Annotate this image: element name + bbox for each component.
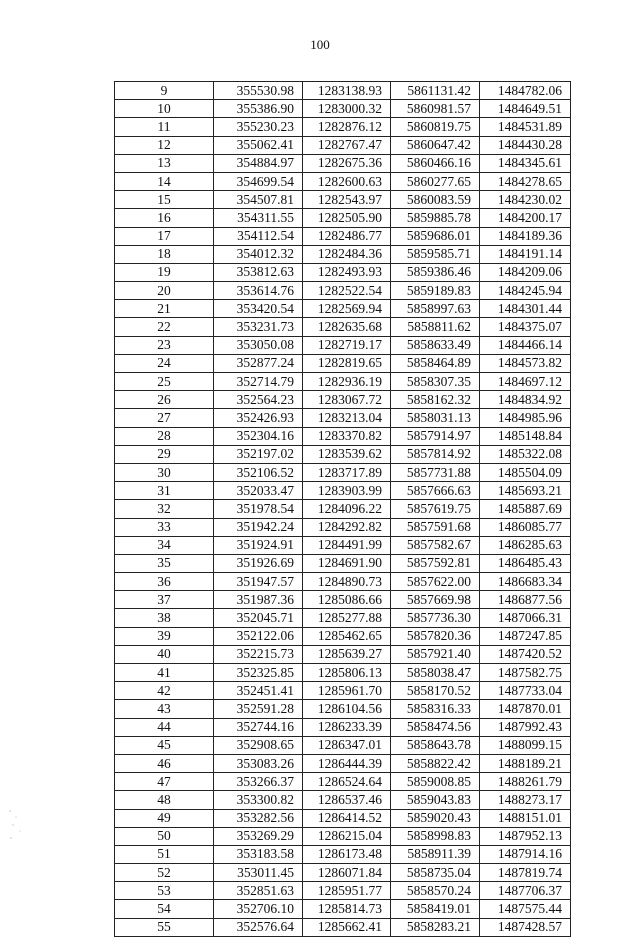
table-row [115, 336, 571, 354]
point-number-cell: 13 [115, 154, 214, 172]
coord-d-cell: 1484531.89 [480, 118, 571, 136]
coord-b-cell: 1285814.73 [303, 900, 391, 918]
coord-a-cell: 353614.76 [214, 282, 303, 300]
coord-b-cell: 1286414.52 [303, 809, 391, 827]
coord-b-cell: 1282675.36 [303, 154, 391, 172]
coord-d-cell: 1484649.51 [480, 100, 571, 118]
point-number-cell: 55 [115, 918, 214, 936]
point-number-cell: 54 [115, 900, 214, 918]
table-row [115, 445, 571, 463]
table-row [115, 536, 571, 554]
coord-c-cell: 5857622.00 [391, 573, 480, 591]
table-row [115, 482, 571, 500]
point-number-cell: 27 [115, 409, 214, 427]
coord-d-cell: 1484278.65 [480, 172, 571, 190]
coord-c-cell: 5859686.01 [391, 227, 480, 245]
coord-c-cell: 5858307.35 [391, 373, 480, 391]
coord-d-cell: 1485322.08 [480, 445, 571, 463]
coord-d-cell: 1487420.52 [480, 645, 571, 663]
coord-b-cell: 1285662.41 [303, 918, 391, 936]
coord-b-cell: 1283213.04 [303, 409, 391, 427]
point-number-cell: 28 [115, 427, 214, 445]
coord-c-cell: 5859043.83 [391, 791, 480, 809]
point-number-cell: 47 [115, 773, 214, 791]
coord-d-cell: 1484245.94 [480, 282, 571, 300]
coord-a-cell: 353420.54 [214, 300, 303, 318]
coord-b-cell: 1285462.65 [303, 627, 391, 645]
coord-b-cell: 1283138.93 [303, 82, 391, 100]
coord-c-cell: 5858811.62 [391, 318, 480, 336]
coord-d-cell: 1484200.17 [480, 209, 571, 227]
point-number-cell: 11 [115, 118, 214, 136]
table-row [115, 573, 571, 591]
coord-b-cell: 1282635.68 [303, 318, 391, 336]
coord-a-cell: 354699.54 [214, 172, 303, 190]
table-row [115, 554, 571, 572]
point-number-cell: 48 [115, 791, 214, 809]
table-row [115, 591, 571, 609]
coord-c-cell: 5858735.04 [391, 864, 480, 882]
coord-a-cell: 354311.55 [214, 209, 303, 227]
coord-c-cell: 5858170.52 [391, 682, 480, 700]
coordinates-table [114, 81, 571, 937]
coord-b-cell: 1282819.65 [303, 354, 391, 372]
point-number-cell: 33 [115, 518, 214, 536]
coord-a-cell: 353231.73 [214, 318, 303, 336]
table-row [115, 809, 571, 827]
coord-b-cell: 1286104.56 [303, 700, 391, 718]
coord-b-cell: 1282719.17 [303, 336, 391, 354]
point-number-cell: 18 [115, 245, 214, 263]
point-number-cell: 38 [115, 609, 214, 627]
table-row [115, 227, 571, 245]
table-row [115, 918, 571, 936]
point-number-cell: 12 [115, 136, 214, 154]
coord-b-cell: 1282484.36 [303, 245, 391, 263]
point-number-cell: 45 [115, 736, 214, 754]
point-number-cell: 30 [115, 463, 214, 481]
table-row [115, 209, 571, 227]
table-row [115, 773, 571, 791]
coord-b-cell: 1282600.63 [303, 172, 391, 190]
coord-b-cell: 1285961.70 [303, 682, 391, 700]
coord-c-cell: 5857582.67 [391, 536, 480, 554]
coord-d-cell: 1487575.44 [480, 900, 571, 918]
coord-c-cell: 5857820.36 [391, 627, 480, 645]
table-row [115, 700, 571, 718]
coord-b-cell: 1286347.01 [303, 736, 391, 754]
coord-c-cell: 5857731.88 [391, 463, 480, 481]
coord-a-cell: 352851.63 [214, 882, 303, 900]
coord-a-cell: 352877.24 [214, 354, 303, 372]
coord-b-cell: 1282876.12 [303, 118, 391, 136]
table-row [115, 409, 571, 427]
coord-d-cell: 1488151.01 [480, 809, 571, 827]
coord-c-cell: 5857666.63 [391, 482, 480, 500]
coord-d-cell: 1488273.17 [480, 791, 571, 809]
coord-d-cell: 1487733.04 [480, 682, 571, 700]
point-number-cell: 51 [115, 845, 214, 863]
table-row [115, 300, 571, 318]
coord-a-cell: 352451.41 [214, 682, 303, 700]
coord-c-cell: 5860083.59 [391, 191, 480, 209]
point-number-cell: 42 [115, 682, 214, 700]
table-row [115, 136, 571, 154]
coord-a-cell: 355530.98 [214, 82, 303, 100]
table-row [115, 682, 571, 700]
point-number-cell: 43 [115, 700, 214, 718]
coord-d-cell: 1486877.56 [480, 591, 571, 609]
coord-c-cell: 5858464.89 [391, 354, 480, 372]
coord-d-cell: 1484430.28 [480, 136, 571, 154]
coord-c-cell: 5860277.65 [391, 172, 480, 190]
coord-b-cell: 1284096.22 [303, 500, 391, 518]
coord-d-cell: 1487428.57 [480, 918, 571, 936]
coord-a-cell: 352197.02 [214, 445, 303, 463]
scan-noise-mark [6, 805, 36, 845]
table-row [115, 754, 571, 772]
table-row [115, 391, 571, 409]
coord-d-cell: 1488261.79 [480, 773, 571, 791]
coord-b-cell: 1284292.82 [303, 518, 391, 536]
coord-a-cell: 355386.90 [214, 100, 303, 118]
coord-b-cell: 1285951.77 [303, 882, 391, 900]
coord-d-cell: 1484697.12 [480, 373, 571, 391]
coord-c-cell: 5859885.78 [391, 209, 480, 227]
coord-d-cell: 1484345.61 [480, 154, 571, 172]
coord-b-cell: 1286173.48 [303, 845, 391, 863]
point-number-cell: 9 [115, 82, 214, 100]
point-number-cell: 21 [115, 300, 214, 318]
coord-a-cell: 352426.93 [214, 409, 303, 427]
coord-a-cell: 355062.41 [214, 136, 303, 154]
coord-b-cell: 1283370.82 [303, 427, 391, 445]
coord-a-cell: 354884.97 [214, 154, 303, 172]
table-row [115, 154, 571, 172]
coord-d-cell: 1484209.06 [480, 263, 571, 281]
coord-a-cell: 354507.81 [214, 191, 303, 209]
table-row [115, 827, 571, 845]
coordinates-table-body [115, 82, 571, 937]
point-number-cell: 39 [115, 627, 214, 645]
coord-c-cell: 5858822.42 [391, 754, 480, 772]
point-number-cell: 25 [115, 373, 214, 391]
coord-b-cell: 1286537.46 [303, 791, 391, 809]
table-row [115, 791, 571, 809]
coord-a-cell: 354012.32 [214, 245, 303, 263]
coord-c-cell: 5857591.68 [391, 518, 480, 536]
coord-c-cell: 5858283.21 [391, 918, 480, 936]
coord-c-cell: 5859008.85 [391, 773, 480, 791]
coord-d-cell: 1485693.21 [480, 482, 571, 500]
coord-d-cell: 1484189.36 [480, 227, 571, 245]
coord-a-cell: 353812.63 [214, 263, 303, 281]
coord-b-cell: 1283717.89 [303, 463, 391, 481]
coord-b-cell: 1282543.97 [303, 191, 391, 209]
coord-c-cell: 5858570.24 [391, 882, 480, 900]
coord-d-cell: 1485504.09 [480, 463, 571, 481]
coord-d-cell: 1484985.96 [480, 409, 571, 427]
coord-c-cell: 5859585.71 [391, 245, 480, 263]
coord-a-cell: 351987.36 [214, 591, 303, 609]
page-number: 100 [310, 37, 330, 52]
point-number-cell: 32 [115, 500, 214, 518]
coord-a-cell: 352122.06 [214, 627, 303, 645]
coord-d-cell: 1487066.31 [480, 609, 571, 627]
coord-d-cell: 1485887.69 [480, 500, 571, 518]
coord-d-cell: 1486683.34 [480, 573, 571, 591]
coord-d-cell: 1484466.14 [480, 336, 571, 354]
coord-c-cell: 5857619.75 [391, 500, 480, 518]
coord-d-cell: 1487992.43 [480, 718, 571, 736]
coord-c-cell: 5858419.01 [391, 900, 480, 918]
point-number-cell: 53 [115, 882, 214, 900]
table-row [115, 463, 571, 481]
coord-a-cell: 352215.73 [214, 645, 303, 663]
coord-c-cell: 5858643.78 [391, 736, 480, 754]
coord-d-cell: 1486285.63 [480, 536, 571, 554]
point-number-cell: 44 [115, 718, 214, 736]
table-row [115, 736, 571, 754]
table-row [115, 263, 571, 281]
coord-c-cell: 5857814.92 [391, 445, 480, 463]
coord-a-cell: 351924.91 [214, 536, 303, 554]
coord-c-cell: 5860981.57 [391, 100, 480, 118]
coord-b-cell: 1286071.84 [303, 864, 391, 882]
coord-c-cell: 5859386.46 [391, 263, 480, 281]
coord-c-cell: 5858316.33 [391, 700, 480, 718]
coord-d-cell: 1488099.15 [480, 736, 571, 754]
coord-c-cell: 5857921.40 [391, 645, 480, 663]
table-row [115, 845, 571, 863]
coord-b-cell: 1283000.32 [303, 100, 391, 118]
point-number-cell: 16 [115, 209, 214, 227]
coord-a-cell: 352576.64 [214, 918, 303, 936]
coord-b-cell: 1285639.27 [303, 645, 391, 663]
coord-a-cell: 352714.79 [214, 373, 303, 391]
point-number-cell: 23 [115, 336, 214, 354]
table-row [115, 100, 571, 118]
coord-c-cell: 5858911.39 [391, 845, 480, 863]
table-row [115, 900, 571, 918]
coord-c-cell: 5861131.42 [391, 82, 480, 100]
point-number-cell: 31 [115, 482, 214, 500]
table-row [115, 718, 571, 736]
coord-d-cell: 1488189.21 [480, 754, 571, 772]
point-number-cell: 29 [115, 445, 214, 463]
coord-c-cell: 5860466.16 [391, 154, 480, 172]
coord-d-cell: 1484782.06 [480, 82, 571, 100]
coord-b-cell: 1285086.66 [303, 591, 391, 609]
table-row [115, 609, 571, 627]
coord-a-cell: 353282.56 [214, 809, 303, 827]
coord-d-cell: 1487914.16 [480, 845, 571, 863]
coord-d-cell: 1484191.14 [480, 245, 571, 263]
coord-d-cell: 1487952.13 [480, 827, 571, 845]
coord-b-cell: 1282505.90 [303, 209, 391, 227]
point-number-cell: 22 [115, 318, 214, 336]
coord-a-cell: 352033.47 [214, 482, 303, 500]
point-number-cell: 20 [115, 282, 214, 300]
coord-a-cell: 352564.23 [214, 391, 303, 409]
point-number-cell: 35 [115, 554, 214, 572]
point-number-cell: 52 [115, 864, 214, 882]
table-row [115, 882, 571, 900]
point-number-cell: 17 [115, 227, 214, 245]
coord-a-cell: 352304.16 [214, 427, 303, 445]
table-row [115, 864, 571, 882]
coord-a-cell: 352908.65 [214, 736, 303, 754]
coord-a-cell: 352106.52 [214, 463, 303, 481]
coord-d-cell: 1485148.84 [480, 427, 571, 445]
point-number-cell: 49 [115, 809, 214, 827]
coord-a-cell: 351947.57 [214, 573, 303, 591]
coord-a-cell: 351926.69 [214, 554, 303, 572]
coord-a-cell: 352706.10 [214, 900, 303, 918]
coord-b-cell: 1282569.94 [303, 300, 391, 318]
coord-b-cell: 1282493.93 [303, 263, 391, 281]
coord-b-cell: 1286444.39 [303, 754, 391, 772]
coord-a-cell: 352325.85 [214, 664, 303, 682]
coord-d-cell: 1487582.75 [480, 664, 571, 682]
coord-b-cell: 1285277.88 [303, 609, 391, 627]
coord-c-cell: 5858031.13 [391, 409, 480, 427]
coord-c-cell: 5857914.97 [391, 427, 480, 445]
coord-c-cell: 5859189.83 [391, 282, 480, 300]
coord-d-cell: 1484573.82 [480, 354, 571, 372]
coord-d-cell: 1484301.44 [480, 300, 571, 318]
coord-a-cell: 352744.16 [214, 718, 303, 736]
coord-c-cell: 5857736.30 [391, 609, 480, 627]
table-row [115, 427, 571, 445]
table-row [115, 118, 571, 136]
point-number-cell: 50 [115, 827, 214, 845]
table-row [115, 500, 571, 518]
coord-a-cell: 353266.37 [214, 773, 303, 791]
coord-b-cell: 1282486.77 [303, 227, 391, 245]
coord-c-cell: 5858474.56 [391, 718, 480, 736]
coord-c-cell: 5860819.75 [391, 118, 480, 136]
coord-d-cell: 1487819.74 [480, 864, 571, 882]
coord-b-cell: 1282936.19 [303, 373, 391, 391]
point-number-cell: 24 [115, 354, 214, 372]
coord-c-cell: 5858998.83 [391, 827, 480, 845]
coord-d-cell: 1487247.85 [480, 627, 571, 645]
coord-c-cell: 5858038.47 [391, 664, 480, 682]
coord-b-cell: 1285806.13 [303, 664, 391, 682]
point-number-cell: 15 [115, 191, 214, 209]
point-number-cell: 19 [115, 263, 214, 281]
coord-a-cell: 353300.82 [214, 791, 303, 809]
coord-c-cell: 5857669.98 [391, 591, 480, 609]
coord-c-cell: 5858633.49 [391, 336, 480, 354]
table-row [115, 354, 571, 372]
coord-b-cell: 1286524.64 [303, 773, 391, 791]
table-row [115, 318, 571, 336]
coord-d-cell: 1486485.43 [480, 554, 571, 572]
coord-d-cell: 1487706.37 [480, 882, 571, 900]
table-row [115, 664, 571, 682]
coord-d-cell: 1487870.01 [480, 700, 571, 718]
coord-a-cell: 353183.58 [214, 845, 303, 863]
point-number-cell: 10 [115, 100, 214, 118]
coord-c-cell: 5858162.32 [391, 391, 480, 409]
table-row [115, 191, 571, 209]
coord-b-cell: 1282522.54 [303, 282, 391, 300]
coord-b-cell: 1283067.72 [303, 391, 391, 409]
coord-d-cell: 1484230.02 [480, 191, 571, 209]
table-row [115, 627, 571, 645]
table-row [115, 245, 571, 263]
table-row [115, 282, 571, 300]
point-number-cell: 40 [115, 645, 214, 663]
coord-a-cell: 353083.26 [214, 754, 303, 772]
coord-b-cell: 1286233.39 [303, 718, 391, 736]
coord-c-cell: 5860647.42 [391, 136, 480, 154]
coord-b-cell: 1283903.99 [303, 482, 391, 500]
coord-a-cell: 352045.71 [214, 609, 303, 627]
coord-a-cell: 354112.54 [214, 227, 303, 245]
point-number-cell: 41 [115, 664, 214, 682]
table-row [115, 645, 571, 663]
coord-a-cell: 352591.28 [214, 700, 303, 718]
coord-b-cell: 1283539.62 [303, 445, 391, 463]
table-row [115, 518, 571, 536]
table-row [115, 82, 571, 100]
coord-b-cell: 1284890.73 [303, 573, 391, 591]
coord-c-cell: 5859020.43 [391, 809, 480, 827]
coord-b-cell: 1284691.90 [303, 554, 391, 572]
coord-a-cell: 353050.08 [214, 336, 303, 354]
point-number-cell: 14 [115, 172, 214, 190]
coord-c-cell: 5857592.81 [391, 554, 480, 572]
table-row [115, 373, 571, 391]
coord-b-cell: 1282767.47 [303, 136, 391, 154]
point-number-cell: 34 [115, 536, 214, 554]
coord-a-cell: 351942.24 [214, 518, 303, 536]
coord-d-cell: 1484834.92 [480, 391, 571, 409]
coord-b-cell: 1286215.04 [303, 827, 391, 845]
coord-c-cell: 5858997.63 [391, 300, 480, 318]
coord-a-cell: 355230.23 [214, 118, 303, 136]
coord-d-cell: 1484375.07 [480, 318, 571, 336]
point-number-cell: 46 [115, 754, 214, 772]
point-number-cell: 26 [115, 391, 214, 409]
coord-b-cell: 1284491.99 [303, 536, 391, 554]
point-number-cell: 36 [115, 573, 214, 591]
point-number-cell: 37 [115, 591, 214, 609]
coord-a-cell: 353011.45 [214, 864, 303, 882]
coord-d-cell: 1486085.77 [480, 518, 571, 536]
coord-a-cell: 351978.54 [214, 500, 303, 518]
coord-a-cell: 353269.29 [214, 827, 303, 845]
table-row [115, 172, 571, 190]
